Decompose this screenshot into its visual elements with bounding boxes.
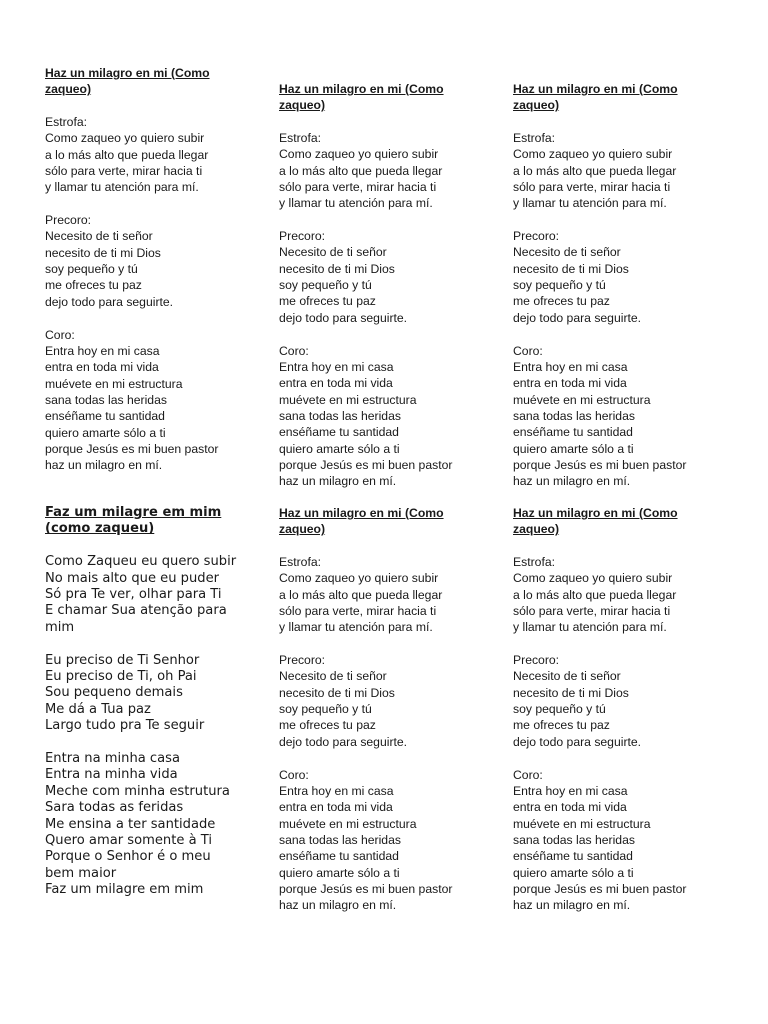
song-title — [45, 505, 267, 538]
lyric-line: Haz un milagro en mi (Como — [513, 82, 678, 96]
lyric-line: enséñame tu santidad — [513, 849, 633, 864]
lyric-line: Entra hoy en mi casa — [279, 359, 394, 374]
lyric-line: dejo todo para seguirte. — [279, 310, 408, 325]
lyric-line: entra en toda mi vida — [279, 376, 393, 391]
lyric-line: quiero amarte sólo a ti — [513, 865, 634, 880]
lyric-line: necesito de ti mi Dios — [279, 261, 395, 276]
lyric-line: muévete en mi estructura — [279, 816, 417, 831]
lyric-line: sana todas las heridas — [513, 832, 635, 847]
lyric-line: y llamar tu atención para mí. — [513, 620, 667, 635]
lyric-line: muévete en mi estructura — [279, 392, 417, 407]
lyric-line: sólo para verte, mirar hacia ti — [45, 164, 203, 179]
lyric-line: a lo más alto que pueda llegar — [513, 587, 677, 602]
lyric-line: Faz um milagre em mim — [45, 505, 222, 520]
lyric-line: enséñame tu santidad — [45, 409, 165, 424]
lyric-line: Me ensina a ter santidade — [45, 816, 216, 832]
lyric-line: Como zaqueo yo quiero subir — [45, 131, 205, 146]
lyric-line: Como zaqueo yo quiero subir — [513, 571, 673, 586]
lyric-line: Como Zaqueu eu quero subir — [45, 554, 237, 570]
precoro-section — [45, 212, 260, 310]
song-block-es-1 — [45, 65, 260, 490]
lyric-line: Largo tudo pra Te seguir — [45, 718, 205, 734]
lyric-line: porque Jesús es mi buen pastor — [513, 457, 687, 472]
lyric-line: quiero amarte sólo a ti — [513, 441, 634, 456]
section-label: Estrofa: — [513, 131, 555, 146]
lyric-line: Só pra Te ver, olhar para Ti — [45, 587, 222, 603]
lyric-line: Sara todas as feridas — [45, 800, 184, 816]
song-block-es-2 — [279, 81, 494, 506]
lyric-line: dejo todo para seguirte. — [45, 294, 174, 309]
lyric-line: Porque o Senhor é o meu — [45, 849, 211, 865]
section-label: Estrofa: — [45, 115, 87, 130]
lyric-line: (como zaqueu) — [45, 521, 155, 537]
lyric-line: quiero amarte sólo a ti — [279, 441, 400, 456]
lyric-line: Entra na minha vida — [45, 767, 178, 783]
lyric-line: Haz un milagro en mi (Como — [45, 66, 210, 80]
coro-section — [513, 343, 728, 490]
lyric-line: Necesito de ti señor — [279, 669, 387, 684]
lyric-line: enséñame tu santidad — [513, 425, 633, 440]
lyric-line: Eu preciso de Ti, oh Pai — [45, 669, 197, 685]
lyric-line: Entra hoy en mi casa — [513, 359, 628, 374]
estrofa-section — [513, 554, 728, 636]
lyric-line: y llamar tu atención para mí. — [45, 180, 199, 195]
song-block-es-3 — [513, 81, 728, 506]
lyric-line: me ofreces tu paz — [513, 294, 610, 309]
song-title — [45, 65, 260, 98]
lyric-line: necesito de ti mi Dios — [45, 245, 161, 260]
coro-section — [513, 767, 728, 914]
lyric-line: dejo todo para seguirte. — [513, 310, 642, 325]
lyric-line: sana todas las heridas — [513, 408, 635, 423]
lyric-line: me ofreces tu paz — [45, 278, 142, 293]
lyric-line: sólo para verte, mirar hacia ti — [279, 180, 437, 195]
section-label: Precoro: — [279, 653, 326, 668]
lyric-line: Me dá a Tua paz — [45, 701, 151, 717]
lyric-line: mim — [45, 619, 75, 635]
estrofa-section — [513, 130, 728, 212]
coro-section — [45, 327, 260, 474]
lyric-line: haz un milagro en mí. — [279, 898, 397, 913]
song-title — [279, 81, 494, 114]
lyric-line: a lo más alto que pueda llegar — [279, 163, 443, 178]
section-label: Precoro: — [513, 653, 560, 668]
song-block-es-4 — [279, 505, 494, 930]
lyric-line: entra en toda mi vida — [513, 376, 627, 391]
lyric-line: dejo todo para seguirte. — [513, 734, 642, 749]
lyric-line: necesito de ti mi Dios — [279, 685, 395, 700]
lyric-line: sana todas las heridas — [45, 392, 167, 407]
lyric-line: sólo para verte, mirar hacia ti — [279, 604, 437, 619]
lyric-line: porque Jesús es mi buen pastor — [279, 457, 453, 472]
lyric-line: Sou pequeno demais — [45, 685, 183, 701]
lyric-line: necesito de ti mi Dios — [513, 261, 629, 276]
song-block-pt — [45, 505, 267, 915]
lyric-line: haz un milagro en mí. — [513, 474, 631, 489]
lyric-line: soy pequeño y tú — [279, 702, 372, 717]
lyric-line: muévete en mi estructura — [513, 816, 651, 831]
section-label: Precoro: — [279, 229, 326, 244]
lyric-line: Como zaqueo yo quiero subir — [279, 147, 439, 162]
lyric-line: porque Jesús es mi buen pastor — [45, 441, 219, 456]
lyric-line: me ofreces tu paz — [513, 718, 610, 733]
lyric-line: porque Jesús es mi buen pastor — [279, 881, 453, 896]
lyric-line: necesito de ti mi Dios — [513, 685, 629, 700]
section-label: Precoro: — [513, 229, 560, 244]
lyric-line: zaqueo) — [513, 98, 560, 113]
lyric-line: porque Jesús es mi buen pastor — [513, 881, 687, 896]
lyric-line: quiero amarte sólo a ti — [279, 865, 400, 880]
lyric-line: quiero amarte sólo a ti — [45, 425, 166, 440]
coro-section — [279, 343, 494, 490]
verse-2 — [45, 653, 267, 735]
section-label: Precoro: — [45, 213, 92, 228]
lyric-line: soy pequeño y tú — [45, 262, 138, 277]
lyric-line: sólo para verte, mirar hacia ti — [513, 180, 671, 195]
lyric-line: sana todas las heridas — [279, 408, 401, 423]
section-label: Estrofa: — [279, 131, 321, 146]
estrofa-section — [279, 130, 494, 212]
lyric-line: Quero amar somente à Ti — [45, 833, 212, 849]
lyric-line: No mais alto que eu puder — [45, 570, 220, 586]
lyric-line: Eu preciso de Ti Senhor — [45, 652, 200, 668]
lyric-line: sana todas las heridas — [279, 832, 401, 847]
coro-section — [279, 767, 494, 914]
song-title — [513, 505, 728, 538]
lyric-line: a lo más alto que pueda llegar — [45, 147, 209, 162]
lyric-line: entra en toda mi vida — [513, 800, 627, 815]
lyric-line: zaqueo) — [45, 82, 92, 97]
lyric-line: entra en toda mi vida — [45, 360, 159, 375]
section-label: Coro: — [513, 767, 543, 782]
lyric-line: y llamar tu atención para mí. — [513, 196, 667, 211]
lyric-line: haz un milagro en mí. — [279, 474, 397, 489]
precoro-section — [279, 228, 494, 326]
lyric-line: zaqueo) — [513, 522, 560, 537]
lyric-line: entra en toda mi vida — [279, 800, 393, 815]
lyric-line: Haz un milagro en mi (Como — [279, 506, 444, 520]
lyric-line: Haz un milagro en mi (Como — [513, 506, 678, 520]
lyric-line: Como zaqueo yo quiero subir — [279, 571, 439, 586]
estrofa-section — [279, 554, 494, 636]
lyric-line: a lo más alto que pueda llegar — [513, 163, 677, 178]
lyric-line: Entra hoy en mi casa — [279, 783, 394, 798]
section-label: Estrofa: — [513, 555, 555, 570]
section-label: Coro: — [279, 767, 309, 782]
lyric-line: Como zaqueo yo quiero subir — [513, 147, 673, 162]
lyric-line: Meche com minha estrutura — [45, 783, 230, 799]
lyric-line: Necesito de ti señor — [513, 245, 621, 260]
verse-3 — [45, 751, 267, 899]
lyric-line: Necesito de ti señor — [279, 245, 387, 260]
section-label: Estrofa: — [279, 555, 321, 570]
lyric-line: Necesito de ti señor — [45, 229, 153, 244]
section-label: Coro: — [279, 343, 309, 358]
lyric-line: sólo para verte, mirar hacia ti — [513, 604, 671, 619]
lyric-line: soy pequeño y tú — [513, 702, 606, 717]
song-title — [513, 81, 728, 114]
lyric-line: bem maior — [45, 865, 117, 881]
song-block-es-5 — [513, 505, 728, 930]
lyric-line: muévete en mi estructura — [513, 392, 651, 407]
lyric-line: Necesito de ti señor — [513, 669, 621, 684]
lyric-line: dejo todo para seguirte. — [279, 734, 408, 749]
lyric-line: me ofreces tu paz — [279, 294, 376, 309]
lyric-line: a lo más alto que pueda llegar — [279, 587, 443, 602]
lyric-line: soy pequeño y tú — [279, 278, 372, 293]
precoro-section — [279, 652, 494, 750]
lyric-line: soy pequeño y tú — [513, 278, 606, 293]
section-label: Coro: — [45, 327, 75, 342]
verse-1 — [45, 554, 267, 636]
lyric-line: Entra hoy en mi casa — [513, 783, 628, 798]
lyric-line: zaqueo) — [279, 98, 326, 113]
lyric-line: Entra na minha casa — [45, 751, 181, 767]
lyric-line: enséñame tu santidad — [279, 425, 399, 440]
lyric-line: enséñame tu santidad — [279, 849, 399, 864]
song-title — [279, 505, 494, 538]
lyric-line: haz un milagro en mí. — [513, 898, 631, 913]
lyric-line: Entra hoy en mi casa — [45, 343, 160, 358]
lyric-line: Faz um milagre em mim — [45, 882, 204, 898]
lyric-line: E chamar Sua atenção para — [45, 603, 227, 619]
lyric-line: y llamar tu atención para mí. — [279, 196, 433, 211]
lyric-line: me ofreces tu paz — [279, 718, 376, 733]
lyric-line: haz un milagro en mí. — [45, 458, 163, 473]
precoro-section — [513, 228, 728, 326]
lyric-line: muévete en mi estructura — [45, 376, 183, 391]
estrofa-section — [45, 114, 260, 196]
lyric-line: Haz un milagro en mi (Como — [279, 82, 444, 96]
lyric-line: zaqueo) — [279, 522, 326, 537]
precoro-section — [513, 652, 728, 750]
lyric-line: y llamar tu atención para mí. — [279, 620, 433, 635]
section-label: Coro: — [513, 343, 543, 358]
